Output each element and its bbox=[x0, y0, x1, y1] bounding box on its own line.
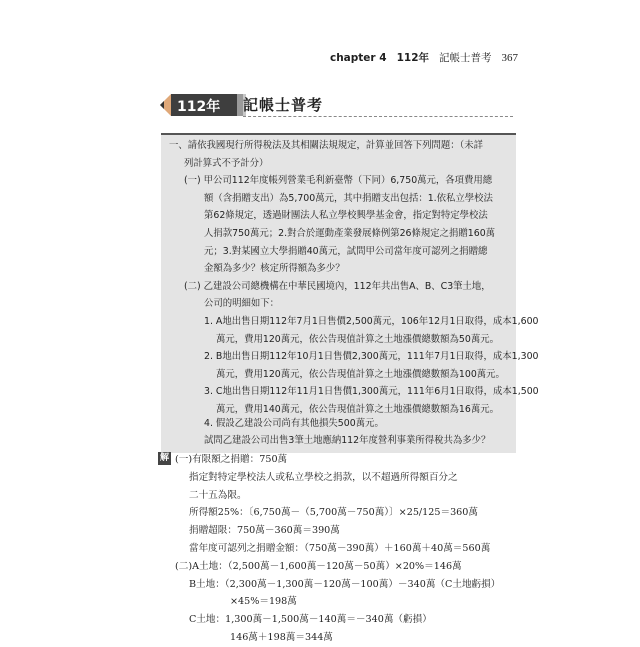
answer-line: 所得額25%：〔6,750萬－（5,700萬－750萬）〕×25/125＝360萬 bbox=[189, 507, 478, 519]
question-line: 萬元，費用120萬元，依公告現值計算之土地漲價總數額為100萬元。 bbox=[216, 368, 505, 380]
title-underline bbox=[243, 116, 513, 117]
question-line: 1. A地出售日期112年7月1日售價2,500萬元，106年12月1日取得，成本1,600 bbox=[204, 316, 539, 327]
question-line: 萬元，費用120萬元，依公告現值計算之土地漲價總數額為50萬元。 bbox=[216, 333, 499, 345]
header-subject: 記帳士普考 bbox=[439, 52, 492, 64]
question-line: 3. C地出售日期112年11月1日售價1,300萬元，111年6月1日取得，成本1,500 bbox=[204, 386, 539, 398]
chapter-label: chapter 4 bbox=[329, 52, 387, 64]
answer-line: 146萬＋198萬＝344萬 bbox=[230, 632, 333, 643]
page-number: 367 bbox=[501, 52, 518, 64]
question-line: 人捐款750萬元；2.對合於運動產業發展條例第26條規定之捐贈160萬 bbox=[204, 228, 496, 239]
answer-line: (一)有限額之捐贈：750萬 bbox=[175, 454, 288, 465]
header-year: 112年 bbox=[396, 52, 429, 64]
section-badge: 112年 bbox=[177, 99, 221, 115]
question-line: 2. B地出售日期112年10月1日售價2,300萬元，111年7月1日取得，成本1,300 bbox=[204, 351, 539, 363]
question-line: (二) 乙建設公司總機構在中華民國境內，112年共出售A、B、C3筆土地， bbox=[184, 280, 491, 292]
section-title bbox=[157, 88, 517, 122]
section-title-text: 記帳士普考 bbox=[243, 96, 324, 114]
question-line: 一、請依我國現行所得稅法及其相關法規規定，計算並回答下列問題：（未詳 bbox=[169, 140, 484, 151]
question-line: 第62條規定，透過財團法人私立學校興學基金會，指定對特定學校法 bbox=[204, 210, 488, 222]
answer-line: ×45%＝198萬 bbox=[230, 596, 297, 608]
question-line: 試問乙建設公司出售3筆土地應納112年度營利事業所得稅共為多少？ bbox=[204, 435, 491, 447]
question-line: 列計算式不予計分） bbox=[184, 157, 269, 169]
question-line: 額（含捐贈支出）為5,700萬元，其中捐贈支出包括：1.依私立學校法 bbox=[204, 192, 493, 204]
question-line: (一) 甲公司112年度帳列營業毛利新臺幣（下同）6,750萬元，各項費用總 bbox=[184, 175, 493, 187]
answer-line: 捐贈超限：750萬－360萬＝390萬 bbox=[189, 525, 340, 537]
question-line: 元；3.對某國立大學捐贈40萬元，試問甲公司當年度可認列之捐贈總 bbox=[204, 245, 488, 257]
answer-line: B土地：（2,300萬－1,300萬－120萬－100萬）－340萬（C土地虧損） bbox=[189, 578, 501, 590]
question-line: 公司的明細如下： bbox=[204, 298, 280, 310]
running-header bbox=[330, 50, 518, 65]
question-box bbox=[161, 133, 539, 453]
answer-line: (二)A土地：（2,500萬－1,600萬－120萬－50萬）×20%＝146萬 bbox=[175, 560, 462, 572]
pencil-icon bbox=[157, 88, 247, 122]
answer-line: 指定對特定學校法人或私立學校之捐款，以不超過所得額百分之 bbox=[189, 471, 458, 483]
answer-line: 二十五為限。 bbox=[189, 489, 247, 501]
question-line: 金額為多少？核定所得額為多少？ bbox=[204, 263, 345, 275]
question-line: 萬元，費用140萬元，依公告現值計算之土地漲價總數額為16萬元。 bbox=[216, 404, 499, 415]
answer-line: C土地：1,300萬－1,500萬－140萬＝－340萬（虧損） bbox=[189, 614, 432, 626]
answer-line: 當年度可認列之捐贈金額：（750萬－390萬）＋160萬＋40萬＝560萬 bbox=[189, 543, 491, 554]
answer-badge: 解 bbox=[159, 453, 169, 463]
